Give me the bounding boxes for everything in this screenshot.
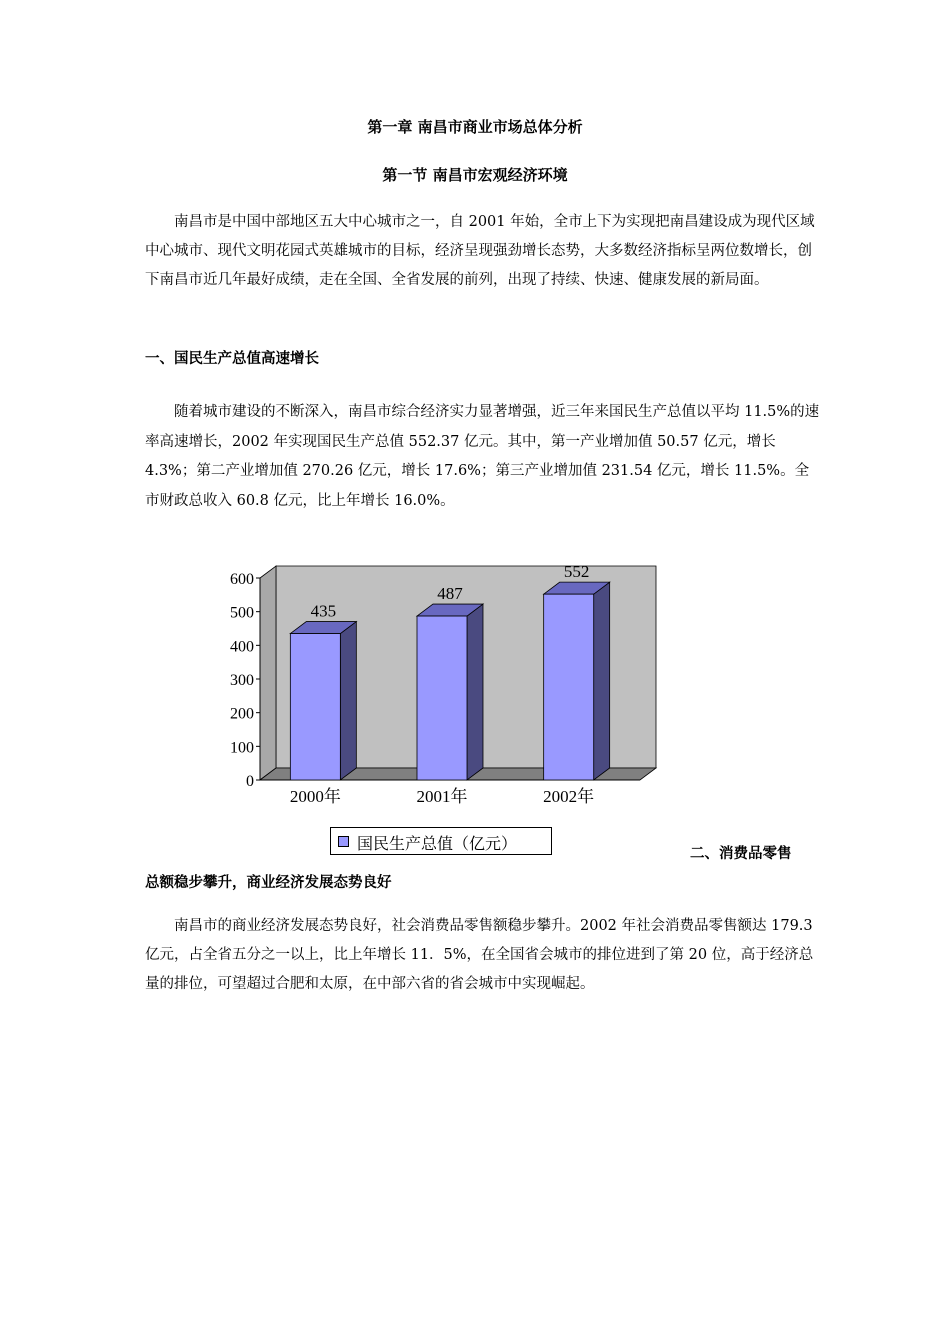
y-tick-label: 600 — [230, 571, 254, 588]
heading-retail-part1: 二、消费品零售 — [690, 846, 792, 862]
chart-legend — [330, 827, 552, 855]
y-tick-label: 300 — [230, 672, 254, 689]
bar-value-label: 487 — [437, 584, 463, 604]
x-category-label: 2001年 — [416, 787, 468, 806]
bar-value-label: 552 — [563, 562, 590, 582]
chart-canvas — [220, 555, 680, 825]
x-category-label: 2002年 — [543, 787, 595, 806]
heading-gdp-growth: 一、国民生产总值高速增长 — [145, 351, 319, 367]
intro-paragraph: 南昌市是中国中部地区五大中心城市之一，自 2001 年始，全市上下为实现把南昌建设成为现代区域中心城市、现代文明花园式英雄城市的目标，经济呈现强劲增长态势，大多数经济指标呈两位数增长，创下南昌市近几年最好成绩，走在全国、全省发展的前列，出现了持续、快速、健康发展的新局面。 — [145, 214, 815, 288]
y-tick-label: 100 — [230, 739, 254, 757]
y-tick-label: 500 — [230, 604, 254, 622]
legend-swatch — [338, 836, 349, 847]
bar-side — [340, 622, 356, 780]
x-category-label: 2000年 — [289, 787, 341, 806]
y-tick-label: 0 — [246, 773, 254, 790]
chapter-title: 第一章 南昌市商业市场总体分析 — [367, 118, 583, 136]
y-tick-label: 400 — [230, 638, 254, 656]
bar-side — [467, 604, 483, 780]
plot-side-wall — [260, 566, 276, 780]
gdp-paragraph: 随着城市建设的不断深入，南昌市综合经济实力显著增强，近三年来国民生产总值以平均 11.5%的速率高速增长，2002 年实现国民生产总值 552.37 亿元。其中，第一产业增加值 50.57 亿元，增长 4.3%；第二产业增加值 270.26 亿元，增长 17.6%；第三产业增加值 231.54 亿元，增长 11.5%。全市财政总收入 60.8 亿元，比上年增长 16.0%。 — [145, 404, 820, 509]
heading-retail-part2: 总额稳步攀升，商业经济发展态势良好 — [145, 875, 392, 891]
gdp-bar-chart — [220, 555, 680, 865]
legend-label: 国民生产总值（亿元） — [357, 834, 518, 853]
section-title: 第一节 南昌市宏观经济环境 — [382, 166, 568, 184]
bar-side — [594, 582, 610, 780]
bar-2000年 — [290, 634, 340, 780]
retail-paragraph: 南昌市的商业经济发展态势良好，社会消费品零售额稳步攀升。2002 年社会消费品零售额达 179.3 亿元，占全省五分之一以上，比上年增长 11．5%，在全国省会城市的排位进到了第 20 位，高于经济总量的排位，可望超过合肥和太原，在中部六省的省会城市中实现崛起。 — [145, 918, 814, 992]
bar-value-label: 435 — [310, 601, 337, 621]
bar-2001年 — [417, 616, 467, 780]
bar-2002年 — [544, 594, 594, 780]
y-tick-label: 200 — [230, 705, 254, 723]
